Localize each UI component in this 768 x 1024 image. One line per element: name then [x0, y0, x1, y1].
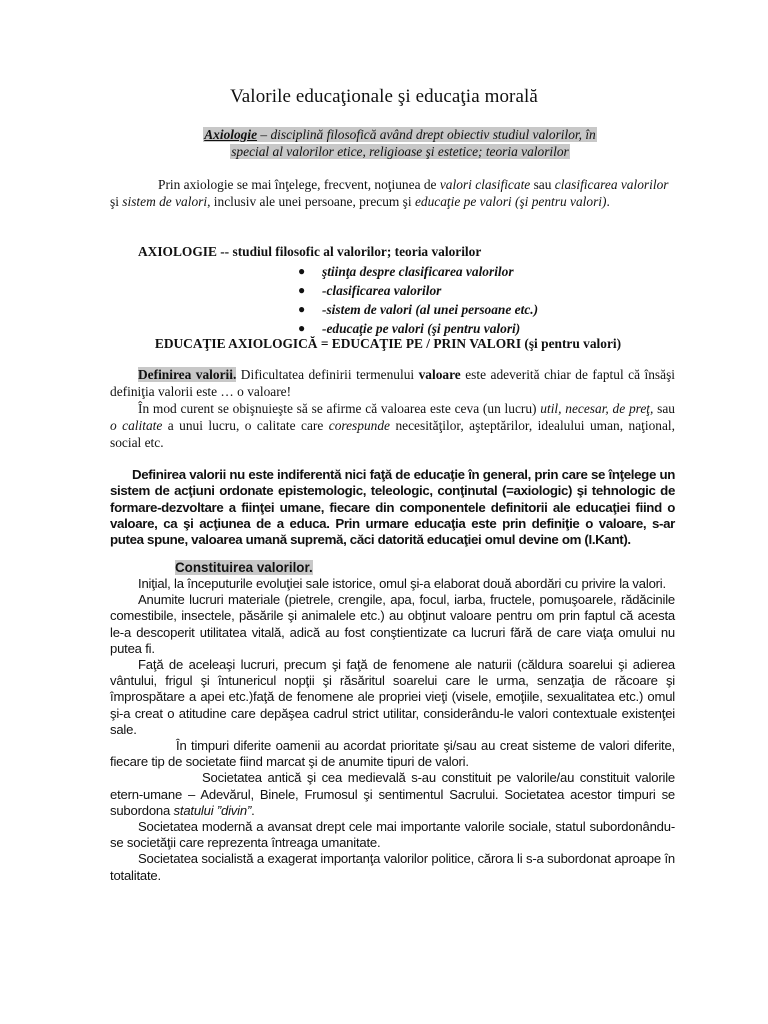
- education-value-paragraph: Definirea valorii nu este indiferentă nici faţă de educaţie în general, prin care se înţelege un sistem de acţiuni ordonate epistemologic, teleologic, conţinutal (=axiologic) şi tehnologic de formare-dezvoltare a fiinţei umane, fiecare din componentele definitorii ale educaţiei fiind o valoare, ca şi acţiunea de a educa. Prin urmare educaţia este prin definiţie o valoare, s-ar putea spune, valoarea umană supremă, căci datorită educaţiei omul devine om (I.Kant).: [110, 467, 675, 548]
- axiology-definition: [160, 126, 640, 160]
- axiology-heading: AXIOLOGIE -- studiul filosofic al valorilor; teoria valorilor: [138, 244, 482, 259]
- paragraph: Iniţial, la începuturile evoluţiei sale istorice, omul şi-a elaborat două abordări cu privire la valori.: [138, 576, 666, 591]
- bullet-icon: ●: [298, 264, 306, 278]
- intro-paragraph: Prin axiologie se mai înţelege, frecvent, noţiunea de valori clasificate sau clasificarea valorilor şi sistem de valori, inclusiv ale unei persoane, precum şi educaţie pe valori (şi pentru valori).: [110, 177, 669, 209]
- document-title: Valorile educaţionale şi educaţia morală: [230, 86, 538, 107]
- constitution-heading: Constituirea valorilor.: [175, 560, 313, 575]
- value-definition-section: Definirea valorii. Dificultatea definirii termenului valoare este adeverită chiar de faptul că însăşi definiţia valorii este … o valoare! În mod curent se obişnuieşte să se afirme că valoarea este ceva (un lucru) util, necesar, de preţ, sau o calitate a unui lucru, o calitate care corespunde necesităţilor, aşteptărilor, idealului uman, naţional, social etc.: [110, 367, 676, 450]
- constitution-section: [110, 576, 675, 884]
- bullet-icon: ●: [298, 283, 306, 297]
- list-item: ● -sistem de valori (al unei persoane etc.): [298, 302, 539, 317]
- list-item: ● -clasificarea valorilor: [298, 283, 442, 298]
- definition-line-2: special al valorilor etice, religioase şi estetice; teoria valorilor: [231, 144, 569, 159]
- list-item: ● -educaţie pe valori (şi pentru valori): [298, 321, 521, 336]
- axiology-bullet-list: [298, 262, 698, 338]
- paragraph: Anumite lucruri materiale (pietrele, crengile, apa, focul, iarba, fructele, pomuşoarele, rădăcinile comestibile, insectele, păsările şi animalele etc.) au obţinut valoare pentru om prin faptul că acesta le-a descoperit utilitatea vitală, adică au fost conştientizate ca lucruri fără de care viaţa omului nu putea fi.: [110, 592, 675, 656]
- education-axiology-line: EDUCAŢIE AXIOLOGICĂ = EDUCAŢIE PE / PRIN VALORI (şi pentru valori): [154, 336, 622, 351]
- paragraph: Faţă de aceleaşi lucruri, precum şi faţă de fenomene ale naturii (căldura soarelui şi adierea vântului, frigul şi întunericul nopţii şi răsăritul soarelui care le urma, senzaţia de răcoare şi împrospătare a apei etc.)faţă de fenomene ale propriei vieţi (visele, emoţiile, sexualitatea etc.) omul şi-a creat o atitudine care depăşea cadrul strict utilitar, considerându-le valori contextuale existenţei sale.: [110, 657, 675, 737]
- list-item: ● ştiinţa despre clasificarea valorilor: [298, 264, 514, 279]
- definition-line-1: Axiologie – disciplină filosofică având drept obiectiv studiul valorilor, în: [204, 127, 596, 142]
- paragraph: Societatea socialistă a exagerat importanţa valorilor politice, cărora li s-a subordonat aproape în totalitate.: [110, 851, 675, 883]
- definition-heading: Definirea valorii.: [138, 367, 237, 382]
- paragraph: Societatea modernă a avansat drept cele mai importante valorile sociale, statul subordonându-se societăţii care reprezenta întreaga umanitate.: [110, 819, 675, 851]
- paragraph: În timpuri diferite oamenii au acordat prioritate şi/sau au creat sisteme de valori diferite, fiecare tip de societate fiind marcat şi de anumite tipuri de valori.: [110, 738, 675, 770]
- bullet-icon: ●: [298, 321, 306, 335]
- definition-term: Axiologie: [204, 127, 258, 142]
- bullet-icon: ●: [298, 302, 306, 316]
- paragraph: Societatea antică şi cea medievală s-au constituit pe valorile/au constituit valorile etern-umane – Adevărul, Binele, Frumosul şi sentimentul Sacrului. Societatea acestor timpuri se subordona statului ”divin”.: [110, 770, 675, 818]
